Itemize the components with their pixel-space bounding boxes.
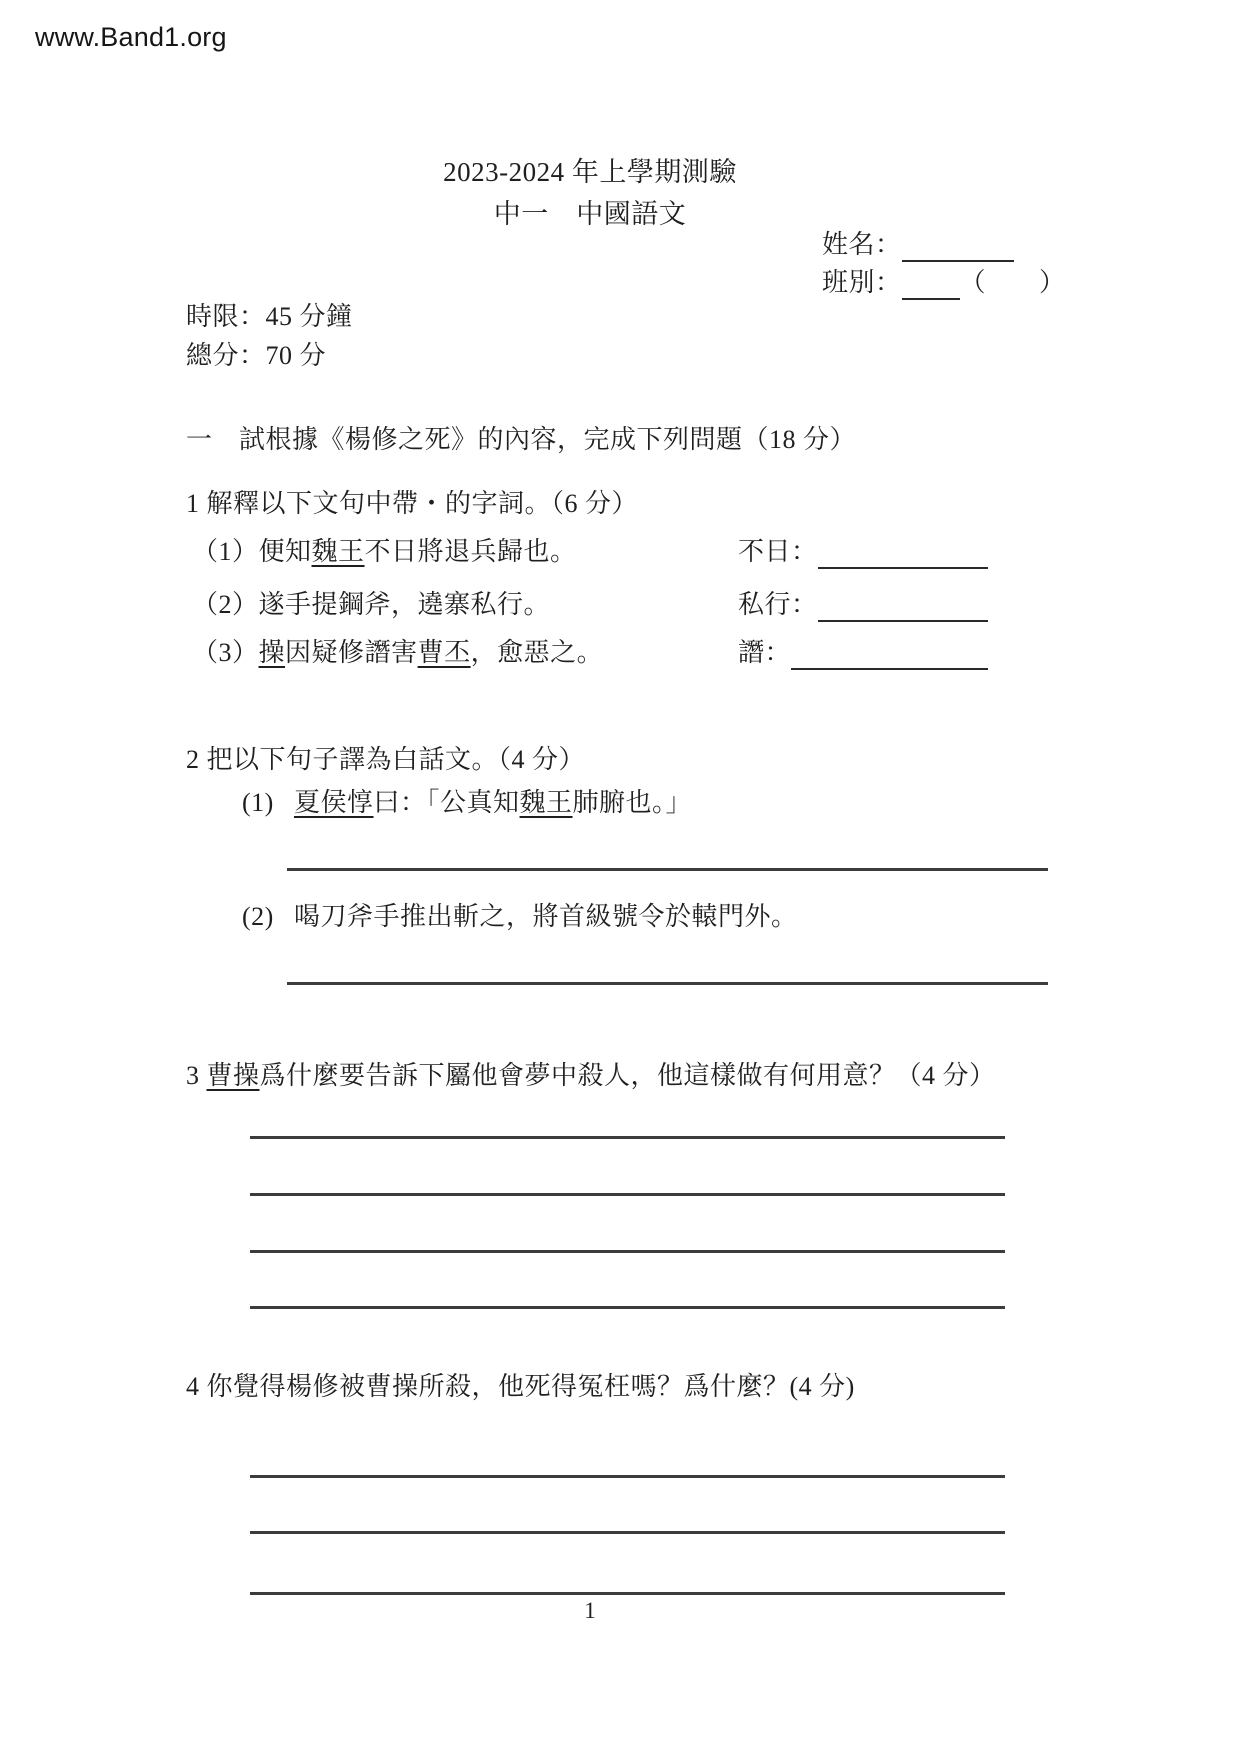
q2-answer-line-2 <box>287 982 1048 985</box>
q1-answer-1-label: 不日： <box>738 537 818 566</box>
class-field-row <box>822 266 1066 300</box>
name-blank <box>902 233 1014 262</box>
proper-noun-underlined: 曹操 <box>206 1061 260 1090</box>
q1-answer-1 <box>738 535 988 569</box>
q3-answer-line-4 <box>250 1306 1005 1309</box>
q1-answer-3-blank <box>791 641 988 670</box>
proper-noun-underlined: 操 <box>258 638 286 667</box>
q1-answer-2-label: 私行： <box>738 590 818 619</box>
q1-answer-2 <box>738 588 988 622</box>
q1-item-1 <box>192 535 577 569</box>
text-segment: ，愈惡之。 <box>470 638 604 667</box>
text-segment: 爲什麼要告訴下屬他會夢中殺人，他這樣做有何用意？（4 分） <box>259 1061 996 1090</box>
text-segment: 肺腑也。」 <box>572 788 693 817</box>
text-segment: 害 <box>391 638 418 667</box>
q2-item-2-number: (2) <box>242 902 274 931</box>
q4-answer-line-1 <box>250 1475 1005 1478</box>
name-label: 姓名： <box>822 230 902 259</box>
section-1-heading: 一 試根據《楊修之死》的內容，完成下列問題（18 分） <box>186 425 857 454</box>
q2-item-1 <box>242 786 692 820</box>
q2-item-1-text <box>294 786 692 820</box>
text-segment: （3） <box>192 638 259 667</box>
q1-answer-2-blank <box>818 593 988 622</box>
paper-title-line1: 2023-2024 年上學期測驗 <box>443 157 737 187</box>
text-segment: 3 <box>186 1061 207 1090</box>
q1-answer-3 <box>738 636 988 670</box>
q3-answer-line-2 <box>250 1193 1005 1196</box>
text-segment: 因疑修 <box>285 638 365 667</box>
q4-answer-line-3 <box>250 1592 1005 1595</box>
text-segment: 。 <box>523 590 551 619</box>
proper-noun-underlined: 魏王 <box>311 537 365 566</box>
q4-stem: 4 你覺得楊修被曹操所殺，他死得冤枉嗎？爲什麼？(4 分) <box>186 1372 855 1401</box>
q4-answer-line-2 <box>250 1531 1005 1534</box>
text-segment: （1）便知 <box>192 537 312 566</box>
proper-noun-underlined: 魏王 <box>519 788 573 817</box>
emphasis-dotted-word: 譖 <box>364 638 392 667</box>
q1-answer-1-blank <box>818 540 988 569</box>
q3-answer-line-3 <box>250 1250 1005 1253</box>
page-number: 1 <box>584 1598 596 1623</box>
emphasis-dotted-word: 私行 <box>470 590 524 619</box>
time-limit: 時限：45 分鐘 <box>186 302 353 331</box>
q3-answer-line-1 <box>250 1136 1005 1139</box>
q2-item-1-number: (1) <box>242 788 274 817</box>
proper-noun-underlined: 夏侯惇 <box>294 788 374 817</box>
name-field-row <box>822 228 1014 262</box>
text-segment: 曰：「公真知 <box>373 788 520 817</box>
q1-item-2 <box>192 588 550 622</box>
text-segment: 將退兵歸也。 <box>417 537 577 566</box>
q3-stem <box>186 1059 996 1093</box>
text-segment: 喝刀斧手推出斬之，將首級號令於轅門外。 <box>294 902 798 931</box>
watermark: www.Band1.org <box>35 22 227 52</box>
class-number-paren: （ ） <box>959 268 1066 297</box>
text-segment: （2）遂手提鋼斧，遶寨 <box>192 590 471 619</box>
q1-stem: 1 解釋以下文句中帶・的字詞。（6 分） <box>186 489 639 518</box>
class-blank <box>902 271 960 300</box>
emphasis-dotted-word: 不日 <box>364 537 418 566</box>
q2-item-2-text <box>294 900 798 934</box>
paper-title-line2: 中一 中國語文 <box>493 199 687 229</box>
q2-answer-line-1 <box>287 868 1048 871</box>
q1-item-3 <box>192 636 603 670</box>
q2-item-2 <box>242 900 798 934</box>
class-label: 班別： <box>822 268 902 297</box>
q1-answer-3-label: 譖： <box>738 638 792 667</box>
q2-stem: 2 把以下句子譯為白話文。（4 分） <box>186 745 586 774</box>
proper-noun-underlined: 曹丕 <box>417 638 471 667</box>
total-marks: 總分：70 分 <box>186 341 327 370</box>
